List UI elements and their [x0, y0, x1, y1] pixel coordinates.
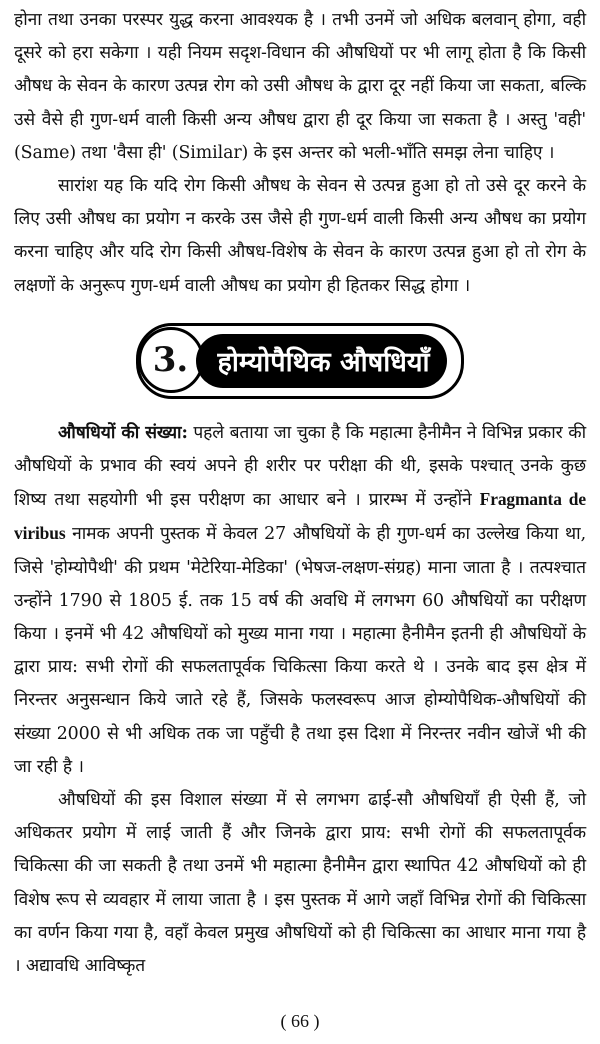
paragraph-summary: सारांश यह कि यदि रोग किसी औषध के सेवन से उत्पन्न हुआ हो तो उसे दूर करने के लिए उसी औषध का प्रयोग न करके उस जैसे ही गुण-धर्म वाली किसी अन्य औषध का प्रयोग करना चाहिए और यदि रोग किसी औषध-विशेष के सेवन के कारण उत्पन्न हुआ हो तो रोग के लक्षणों के अनुरूप गुण-धर्म वाली औषध का प्रयोग ही हितकर सिद्ध होगा ।	[14, 176, 586, 296]
paragraph-lead-heading: औषधियों की संख्या:	[58, 422, 188, 443]
paragraph-text-part-a: पहले बताया जा चुका है कि महात्मा हैनीमैन ने विभिन्न प्रकार की औषधियों के प्रभाव की स्वयं अपने ही शरीर पर परीक्षा की थी, इसके पश्चात् उनके कुछ शिष्य तथा सहयोगी भी इस परीक्षण का आधार बने । प्रारम्भ में उन्होंने	[14, 422, 586, 511]
paragraph-common-medicines: औषधियों की इस विशाल संख्या में से लगभग ढाई-सौ औषधियाँ ही ऐसी हैं, जो अधिकतर प्रयोग में लाई जाती हैं और जिनके द्वारा प्राय: सभी रोगों की सफलतापूर्वक चिकित्सा की जा सकती है तथा उनमें भी महात्मा हैनीमैन द्वारा स्थापित 42 औषधियों को ही विशेष रूप से व्यवहार में लाया जाता है । इस पुस्तक में आगे जहाँ विभिन्न रोगों की चिकित्सा का वर्णन किया गया है, वहाँ केवल प्रमुख औषधियों को ही चिकित्सा का आधार माना गया है । अद्यावधि आविष्कृत	[14, 790, 586, 977]
section-title: होम्योपैथिक औषधियाँ	[196, 334, 448, 388]
page-number: ( 66 )	[280, 1011, 320, 1031]
paragraph-medicine-count	[14, 417, 586, 784]
section-heading	[14, 323, 586, 399]
section-number: 3.	[138, 327, 204, 393]
paragraph-text-part-b: नामक अपनी पुस्तक में केवल 27 औषधियों के ही गुण-धर्म का उल्लेख किया था, जिसे 'होम्योपैथी' की प्रथम 'मेटेरिया-मेडिका' (भेषज-लक्षण-संग्रह) माना जाता है । तत्पश्चात उन्होंने 1790 से 1805 ई. तक 15 वर्ष की अवधि में लगभग 60 औषधियों का परीक्षण किया । इनमें भी 42 औषधियों को मुख्य माना गया । महात्मा हैनीमैन इतनी ही औषधियों के द्वारा प्राय: सभी रोगों की सफलतापूर्वक चिकित्सा किया करते थे । उनके बाद इस क्षेत्र में निरन्तर अनुसन्धान किये जाते रहे हैं, जिसके फलस्वरूप आज होम्योपैथिक-औषधियों की संख्या 2000 से भी अधिक तक जा पहुँची है तथा इस दिशा में निरन्तर नवीन खोजें भी की जा रही है ।	[14, 524, 586, 777]
book-title-latin: Fragmanta de viribus	[14, 489, 586, 544]
section-banner	[136, 323, 465, 399]
paragraph-intro: होना तथा उनका परस्पर युद्ध करना आवश्यक है । तभी उनमें जो अधिक बलवान् होगा, वही दूसरे को हरा सकेगा । यही नियम सदृश-विधान की औषधियों पर भी लागू होता है कि किसी औषध के सेवन के कारण उत्पन्न रोग को उसी औषध के द्वारा दूर नहीं किया जा सकता, बल्कि उसे वैसे ही गुण-धर्म वाली किसी अन्य औषध द्वारा ही दूर किया जा सकता है । अस्तु 'वही' (Same) तथा 'वैसा ही' (Similar) के इस अन्तर को भली-भाँति समझ लेना चाहिए ।	[14, 10, 586, 163]
